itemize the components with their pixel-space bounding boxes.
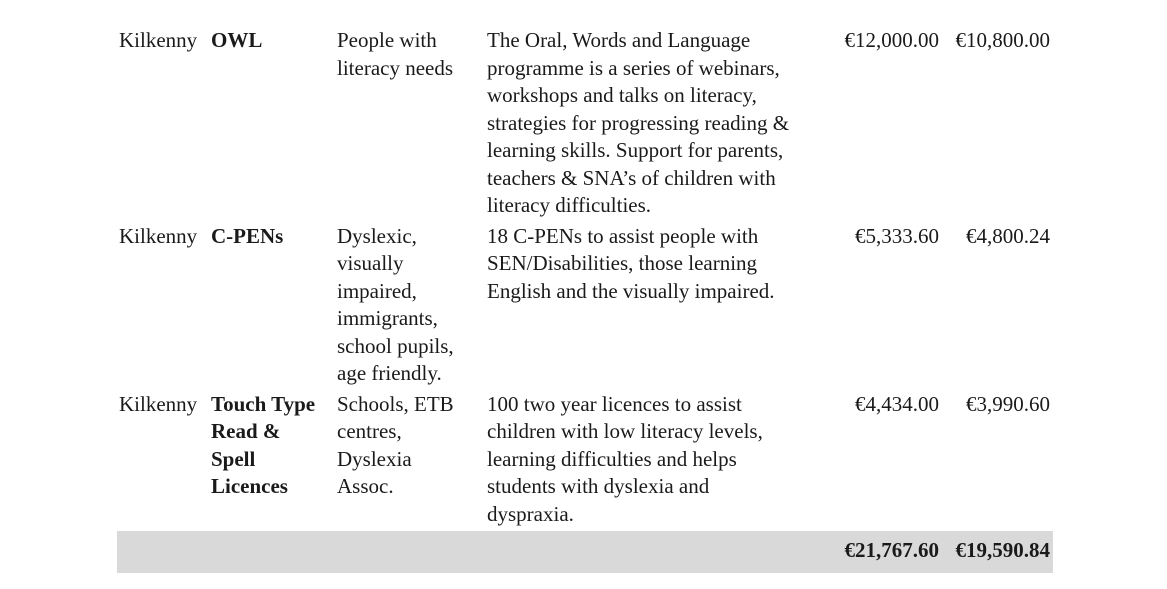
text-line: Dyslexic,	[337, 223, 417, 248]
target-group-cell	[337, 223, 487, 391]
project-cell: C-PENs	[211, 223, 284, 248]
empty-cell	[209, 531, 337, 573]
text-line: age friendly.	[337, 361, 442, 385]
cost-cell: €4,434.00	[855, 391, 939, 416]
text-line: Spell	[211, 446, 256, 471]
text-line: SEN/Disabilities, those learning	[487, 251, 758, 275]
text-line: strategies for progressing reading &	[487, 110, 790, 135]
cost-cell: €5,333.60	[855, 223, 939, 248]
text-line: programme is a series of webinars,	[487, 55, 780, 80]
text-line: teachers & SNA’s of children with	[487, 165, 776, 190]
text-line: Assoc.	[337, 474, 394, 498]
grant-cell: €4,800.24	[966, 223, 1050, 248]
text-line: Touch Type	[211, 391, 316, 416]
project-cell: OWL	[211, 28, 263, 52]
text-line: Schools, ETB	[337, 391, 454, 416]
text-line: learning skills. Support for parents,	[487, 138, 784, 162]
grant-cell: €3,990.60	[966, 391, 1050, 416]
area-cell: Kilkenny	[119, 28, 198, 52]
text-line: students with dyslexia and	[487, 474, 710, 498]
grants-table	[117, 27, 1053, 573]
table-row	[117, 223, 1053, 391]
table-row	[117, 27, 1053, 223]
total-grant-cell: €19,590.84	[941, 531, 1053, 573]
area-cell: Kilkenny	[119, 223, 198, 248]
text-line: centres,	[337, 419, 402, 443]
text-line: learning difficulties and helps	[487, 446, 737, 471]
text-line: impaired,	[337, 278, 417, 303]
target-group-cell	[337, 27, 487, 223]
empty-cell	[117, 531, 209, 573]
description-cell	[487, 223, 831, 391]
empty-cell	[337, 531, 487, 573]
text-line: Read &	[211, 419, 281, 443]
text-line: literacy needs	[337, 55, 454, 80]
text-line: 18 C-PENs to assist people with	[487, 223, 759, 248]
empty-cell	[487, 531, 831, 573]
text-line: The Oral, Words and Language	[487, 28, 751, 52]
text-line: Licences	[211, 474, 288, 498]
description-cell	[487, 391, 831, 532]
text-line: workshops and talks on literacy,	[487, 83, 757, 107]
cost-cell: €12,000.00	[844, 28, 939, 52]
totals-row	[117, 531, 1053, 573]
text-line: immigrants,	[337, 306, 438, 330]
description-cell	[487, 27, 831, 223]
text-line: literacy difficulties.	[487, 193, 652, 217]
text-line: English and the visually impaired.	[487, 278, 775, 303]
text-line: dyspraxia.	[487, 501, 574, 526]
text-line: Dyslexia	[337, 446, 412, 471]
table-row	[117, 391, 1053, 532]
text-line: People with	[337, 28, 437, 52]
text-line: school pupils,	[337, 333, 454, 358]
project-cell	[209, 391, 337, 532]
text-line: children with low literacy levels,	[487, 419, 763, 443]
text-line: visually	[337, 251, 404, 275]
grant-cell: €10,800.00	[955, 28, 1050, 52]
total-cost-cell: €21,767.60	[831, 531, 941, 573]
target-group-cell	[337, 391, 487, 532]
text-line: 100 two year licences to assist	[487, 391, 742, 416]
area-cell: Kilkenny	[119, 391, 198, 416]
